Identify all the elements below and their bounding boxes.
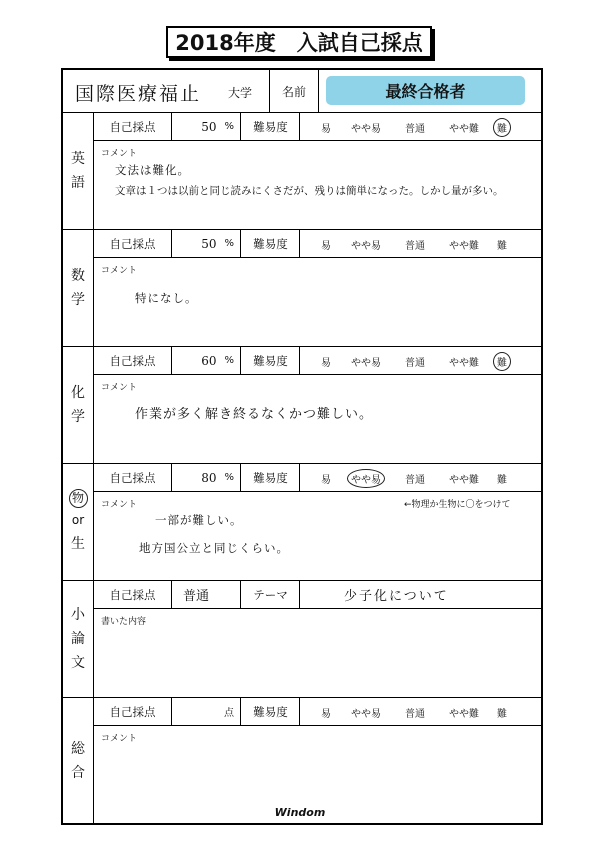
comment-line: 文章は１つは以前と同じ読みにくさだが、残りは簡単になった。しかし量が多い。: [115, 185, 504, 197]
difficulty-option: やや難: [449, 241, 479, 252]
difficulty-option: やや難: [449, 475, 479, 486]
comment-line: 作業が多く解き終るなくかつ難しい。: [135, 407, 374, 422]
section-overall: [63, 698, 541, 823]
bio-note: ←物理か生物に〇をつけて: [404, 500, 511, 510]
page-title: 2018年度 入試自己採点: [166, 26, 432, 58]
self-score-label: 自己採点: [94, 581, 172, 608]
subject-label: 物 or 生: [63, 464, 94, 580]
comment-line: 特になし。: [135, 291, 198, 305]
difficulty-option: 難: [493, 352, 511, 371]
difficulty-levels: [301, 113, 541, 140]
score-value: 80 %: [173, 464, 241, 491]
difficulty-levels: [301, 698, 541, 725]
section-math: [63, 230, 541, 347]
difficulty-option: やや難: [449, 358, 479, 369]
difficulty-option: 易: [321, 358, 331, 369]
score-value: 50 %: [173, 113, 241, 140]
comment-label: コメント: [101, 266, 138, 276]
self-score-label: 自己採点: [94, 230, 172, 257]
difficulty-option: 普通: [405, 241, 425, 252]
difficulty-option: 普通: [405, 709, 425, 720]
subject-label: 総 合: [63, 698, 94, 823]
subject-label: 数 学: [63, 230, 94, 346]
difficulty-levels: [301, 230, 541, 257]
difficulty-label: 難易度: [242, 347, 300, 374]
difficulty-option: やや易: [351, 709, 381, 720]
score-value: 60 %: [173, 347, 241, 374]
self-score-label: 自己採点: [94, 464, 172, 491]
score-row: [94, 581, 541, 609]
difficulty-option: 易: [321, 709, 331, 720]
difficulty-option: 普通: [405, 358, 425, 369]
score-row: [94, 230, 541, 258]
school-name: 国際医療福止: [75, 83, 202, 105]
score-value: 普通: [173, 581, 241, 608]
difficulty-option: 難: [497, 475, 507, 486]
subject-label: 小 論 文: [63, 581, 94, 697]
score-row: [94, 347, 541, 375]
difficulty-label: 難易度: [242, 230, 300, 257]
comment-line: 一部が難しい。: [155, 513, 243, 527]
comment-label: コメント: [101, 734, 138, 744]
self-score-label: 自己採点: [94, 113, 172, 140]
subject-label: 英 語: [63, 113, 94, 229]
section-english: [63, 113, 541, 230]
subject-label: 化 学: [63, 347, 94, 463]
difficulty-option: 普通: [405, 124, 425, 135]
score-value: 50 %: [173, 230, 241, 257]
self-score-label: 自己採点: [94, 698, 172, 725]
comment-label: コメント: [101, 383, 138, 393]
difficulty-levels: [301, 464, 541, 491]
comment-label: コメント: [101, 500, 138, 510]
self-score-label: 自己採点: [94, 347, 172, 374]
score-sheet: [61, 68, 543, 825]
comment-line: 文法は難化。: [115, 163, 190, 177]
difficulty-option: 難: [497, 709, 507, 720]
section-chemistry: [63, 347, 541, 464]
section-science: [63, 464, 541, 581]
score-row: [94, 698, 541, 726]
physics-circled: 物: [69, 489, 88, 508]
theme-value: 少子化について: [344, 589, 449, 604]
difficulty-label: 難易度: [242, 698, 300, 725]
theme-label: テーマ: [242, 581, 300, 608]
difficulty-option: 易: [321, 475, 331, 486]
difficulty-option: 普通: [405, 475, 425, 486]
comment-label: コメント: [101, 149, 138, 159]
comment-line: 地方国公立と同じくらい。: [139, 541, 289, 555]
score-row: [94, 113, 541, 141]
footer-brand: Windom: [274, 806, 326, 819]
section-essay: [63, 581, 541, 698]
difficulty-label: 難易度: [242, 113, 300, 140]
difficulty-option: やや易: [351, 241, 381, 252]
difficulty-option: やや易: [351, 124, 381, 135]
difficulty-option: 易: [321, 124, 331, 135]
score-row: [94, 464, 541, 492]
difficulty-option: 難: [493, 118, 511, 137]
name-label: 名前: [269, 70, 319, 112]
written-label: 書いた内容: [101, 617, 147, 627]
difficulty-option: やや易: [347, 469, 385, 488]
difficulty-option: 易: [321, 241, 331, 252]
name-value: 最終合格者: [326, 76, 525, 105]
difficulty-option: やや易: [351, 358, 381, 369]
score-value: 点: [173, 698, 241, 725]
difficulty-option: やや難: [449, 124, 479, 135]
difficulty-option: やや難: [449, 709, 479, 720]
difficulty-option: 難: [497, 241, 507, 252]
difficulty-label: 難易度: [242, 464, 300, 491]
difficulty-levels: [301, 347, 541, 374]
header-row: [63, 70, 541, 113]
univ-suffix: 大学: [228, 86, 253, 100]
